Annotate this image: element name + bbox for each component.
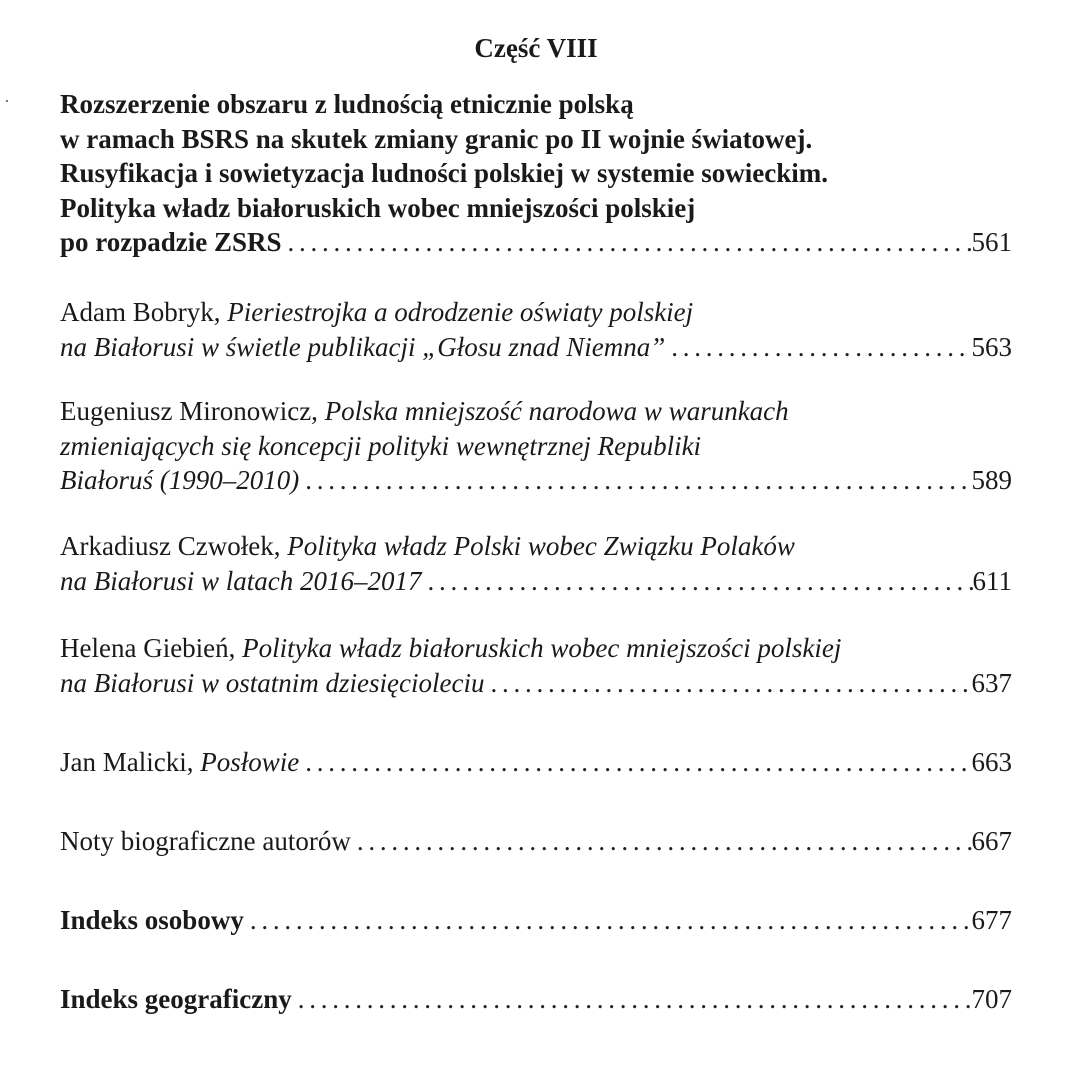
entry-title: Białoruś (1990–2010)	[60, 465, 300, 495]
page-number: 667	[971, 826, 1012, 856]
dot-leader	[299, 745, 971, 780]
page-number: 707	[971, 984, 1012, 1014]
page-number: 611	[972, 565, 1012, 596]
entry-author: Eugeniusz Mironowicz,	[60, 396, 325, 426]
page-number: 589	[971, 465, 1012, 495]
entry-title: Posłowie	[200, 747, 300, 777]
entry-title: Polityka władz Polski wobec Związku Polaków	[287, 531, 795, 561]
section-line: po rozpadzie ZSRS	[60, 227, 282, 257]
toc-entry[interactable]	[60, 529, 1012, 598]
entry-label: Indeks geograficzny	[60, 984, 292, 1014]
toc-entry[interactable]	[60, 295, 1012, 364]
part-heading: Część VIII	[474, 33, 598, 63]
dot-leader	[244, 903, 972, 938]
page-number: 677	[971, 905, 1012, 935]
page-number: 637	[971, 667, 1012, 698]
entry-author: Adam Bobryk,	[60, 297, 228, 327]
entry-label: Indeks osobowy	[60, 905, 244, 935]
page-number: 663	[971, 747, 1012, 777]
toc-entry-index-persons[interactable]	[60, 903, 1012, 938]
entry-title: Polska mniejszość narodowa w warunkach	[324, 396, 789, 426]
entry-author: Jan Malicki,	[60, 747, 201, 777]
section-line: Rusyfikacja i sowietyzacja ludności polskiej w systemie sowieckim.	[60, 158, 828, 188]
dot-leader	[299, 463, 971, 498]
dot-leader	[292, 982, 972, 1017]
dot-leader	[484, 666, 971, 701]
section-line: Polityka władz białoruskich wobec mniejszości polskiej	[60, 192, 696, 223]
entry-author: Arkadiusz Czwołek,	[60, 531, 288, 561]
toc-entry[interactable]	[60, 394, 1012, 498]
section-line: Rozszerzenie obszaru z ludnością etnicznie polską	[60, 89, 634, 119]
entry-title: zmieniających się koncepcji polityki wewnętrznej Republiki	[60, 430, 702, 461]
page-number: 561	[971, 227, 1012, 257]
entry-label: Noty biograficzne autorów	[60, 826, 351, 856]
section-line: w ramach BSRS na skutek zmiany granic po II wojnie światowej.	[60, 123, 813, 154]
entry-title: na Białorusi w świetle publikacji „Głosu znad Niemna”	[60, 331, 666, 362]
dot-leader	[422, 564, 973, 599]
page-number: 563	[971, 331, 1012, 362]
toc-section-entry[interactable]	[60, 87, 1012, 260]
dot-leader	[351, 824, 972, 859]
toc-entry[interactable]	[60, 745, 1012, 780]
toc-entry-index-geo[interactable]	[60, 982, 1012, 1017]
dot-leader	[282, 225, 972, 260]
entry-title: na Białorusi w latach 2016–2017	[60, 565, 422, 596]
toc-entry-notes[interactable]	[60, 824, 1012, 859]
toc-entry[interactable]	[60, 631, 1012, 700]
dot-leader	[665, 330, 971, 365]
entry-title: Polityka władz białoruskich wobec mniejszości polskiej	[242, 633, 842, 663]
entry-author: Helena Giebień,	[60, 633, 243, 663]
scan-speck	[6, 100, 8, 102]
entry-title: Pieriestrojka a odrodzenie oświaty polskiej	[227, 297, 694, 327]
entry-title: na Białorusi w ostatnim dziesięcioleciu	[60, 667, 485, 698]
